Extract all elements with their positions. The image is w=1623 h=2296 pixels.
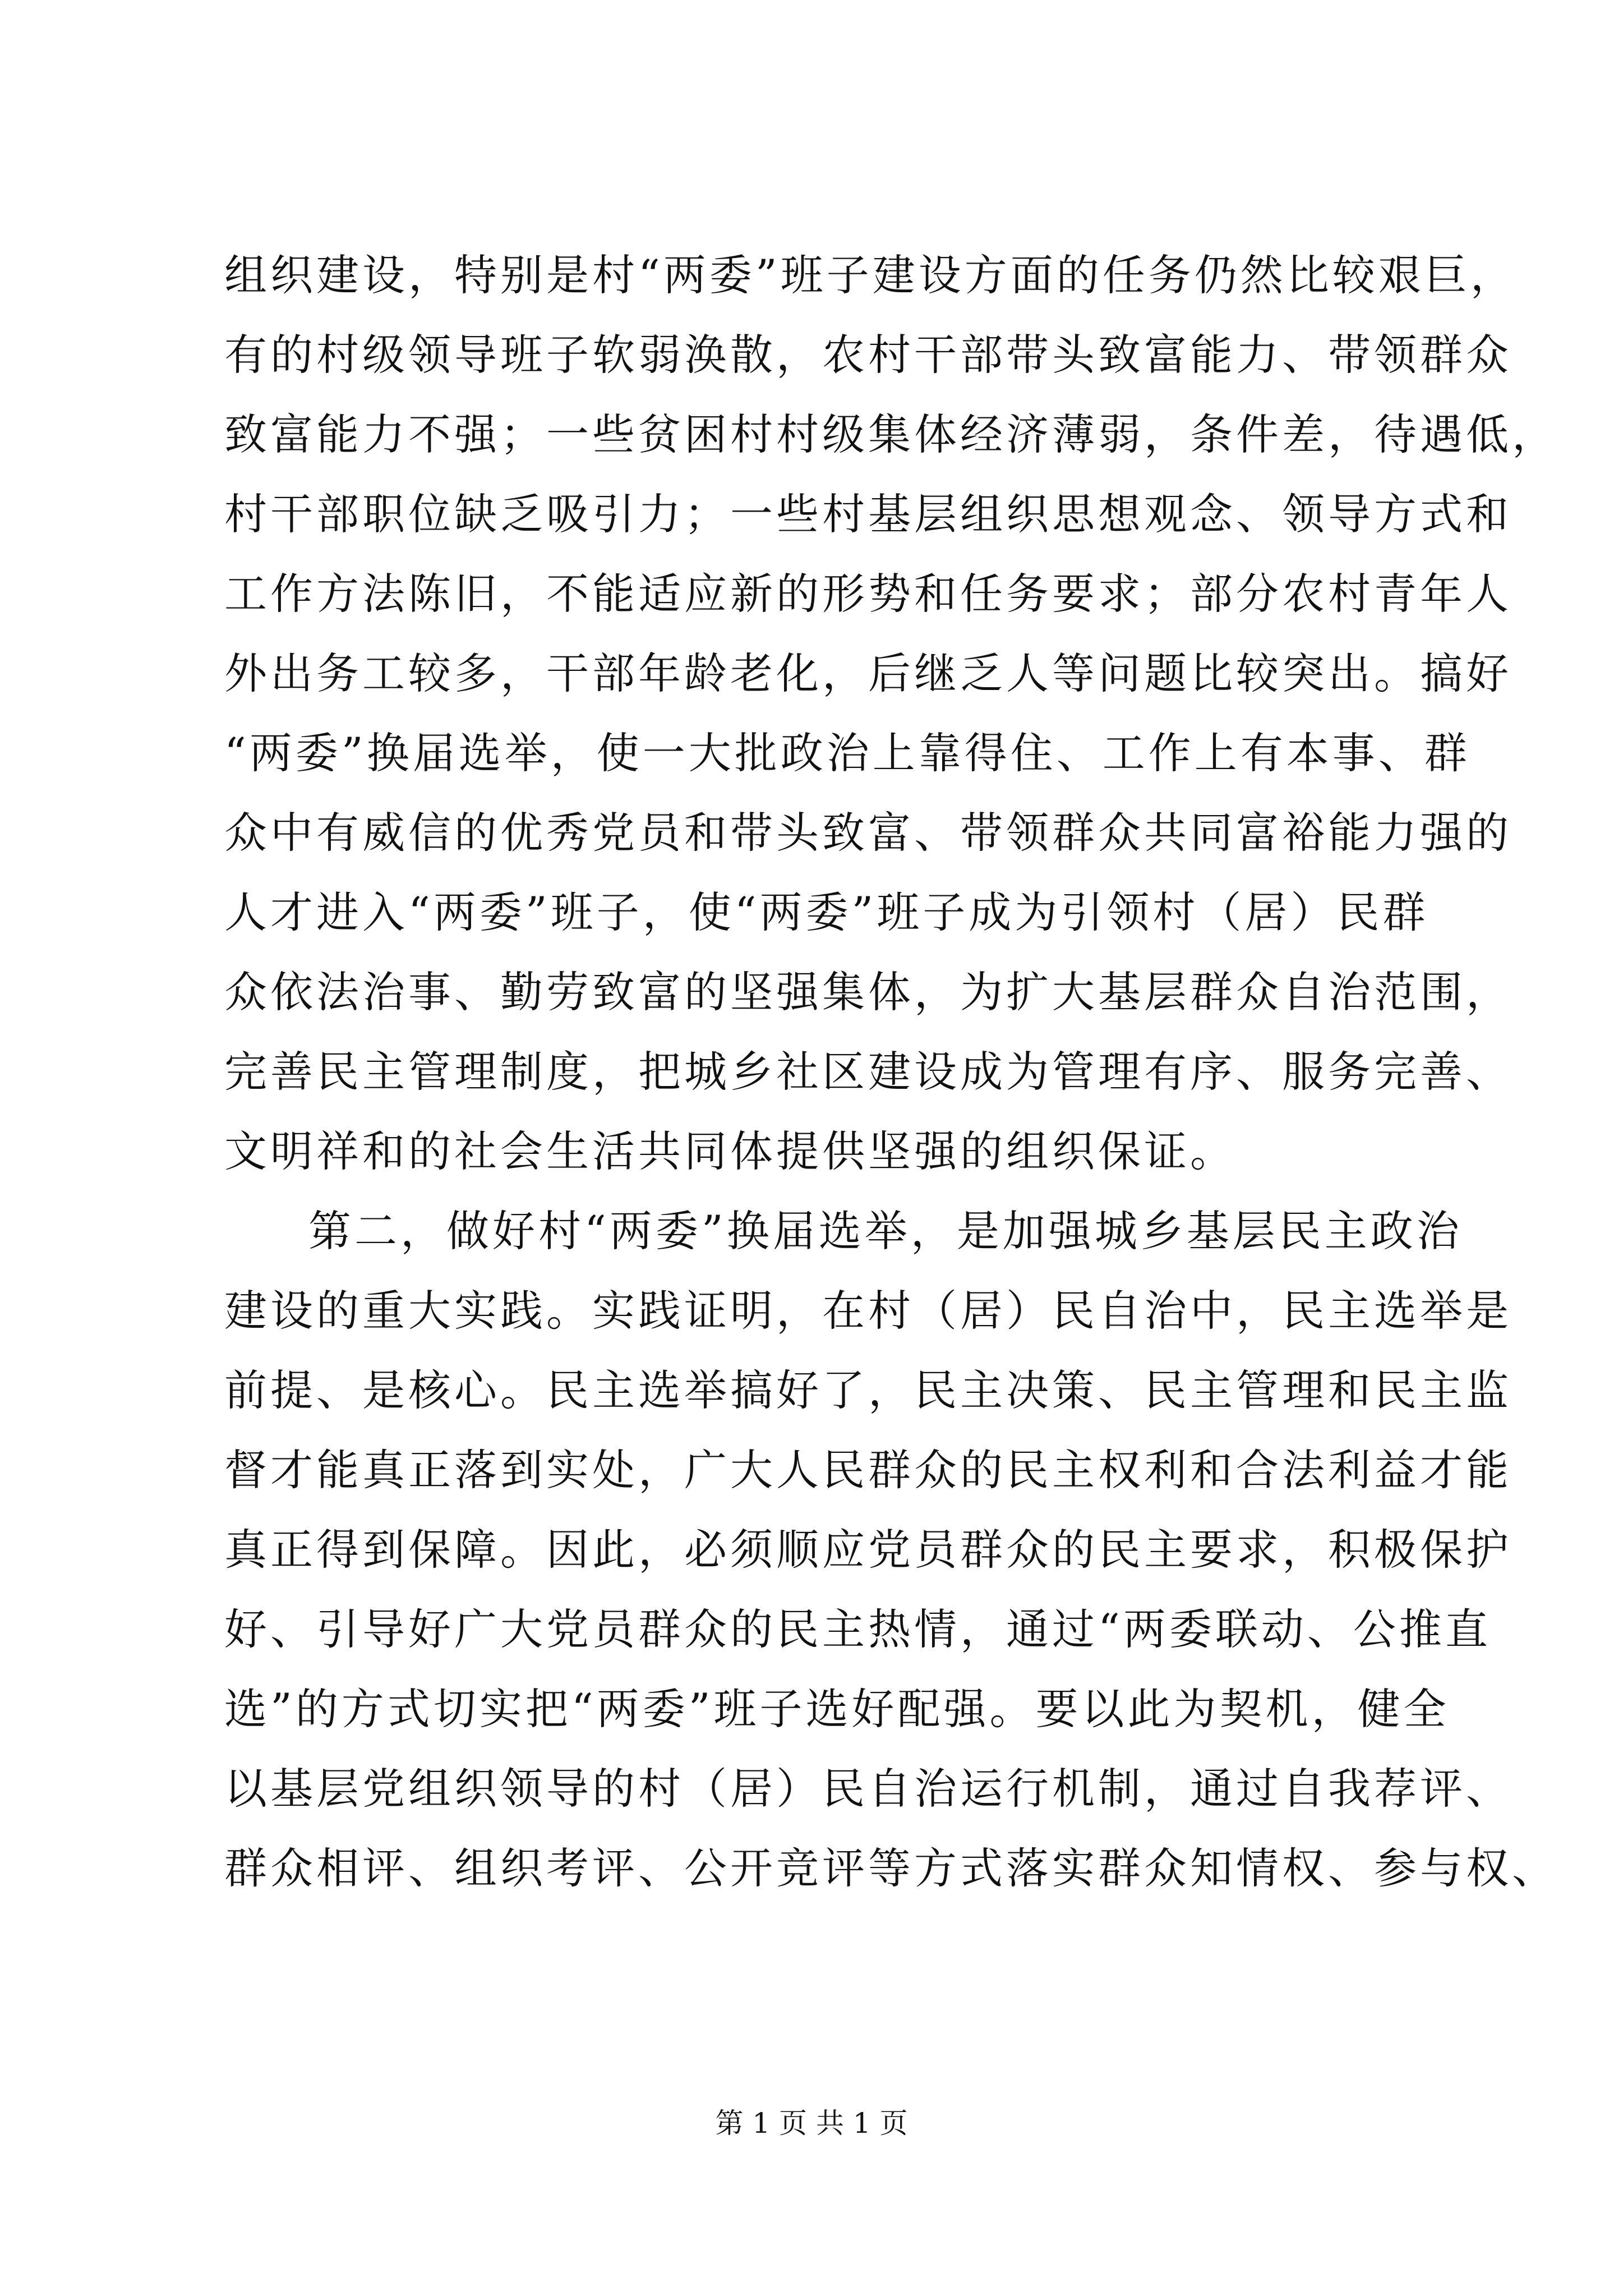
text-line: 工作方法陈旧，不能适应新的形势和任务要求；部分农村青年人 bbox=[224, 569, 1512, 619]
document-body bbox=[224, 236, 1558, 1908]
text-line: 以基层党组织领导的村（居）民自治运行机制，通过自我荐评、 bbox=[224, 1764, 1512, 1814]
text-line: 外出务工较多，干部年龄老化，后继乏人等问题比较突出。搞好 bbox=[224, 648, 1512, 698]
text-line: 建设的重大实践。实践证明，在村（居）民自治中，民主选举是 bbox=[224, 1286, 1512, 1336]
text-line: 好、引导好广大党员群众的民主热情，通过“两委联动、公推直 bbox=[224, 1604, 1491, 1654]
paragraph-1 bbox=[224, 236, 1558, 1191]
text-line: 有的村级领导班子软弱涣散，农村干部带头致富能力、带领群众 bbox=[224, 330, 1512, 380]
text-line: 众中有威信的优秀党员和带头致富、带领群众共同富裕能力强的 bbox=[224, 808, 1512, 858]
text-line: 众依法治事、勤劳致富的坚强集体，为扩大基层群众自治范围， bbox=[224, 967, 1512, 1017]
text-line: 督才能真正落到实处，广大人民群众的民主权利和合法利益才能 bbox=[224, 1445, 1512, 1495]
text-line: 致富能力不强；一些贫困村村级集体经济薄弱，条件差，待遇低， bbox=[224, 409, 1558, 459]
text-line: 人才进入“两委”班子，使“两委”班子成为引领村（居）民群 bbox=[224, 887, 1429, 937]
text-line: 真正得到保障。因此，必须顺应党员群众的民主要求，积极保护 bbox=[224, 1525, 1512, 1575]
text-line: 前提、是核心。民主选举搞好了，民主决策、民主管理和民主监 bbox=[224, 1365, 1512, 1415]
text-line: 村干部职位缺乏吸引力；一些村基层组织思想观念、领导方式和 bbox=[224, 489, 1512, 539]
page-number-footer: 第 1 页 共 1 页 bbox=[715, 2107, 908, 2139]
text-line-first: 第二，做好村“两委”换届选举，是加强城乡基层民主政治 bbox=[308, 1206, 1463, 1256]
text-line: 完善民主管理制度，把城乡社区建设成为管理有序、服务完善、 bbox=[224, 1047, 1512, 1097]
text-line: 文明祥和的社会生活共同体提供坚强的组织保证。 bbox=[224, 1126, 1236, 1176]
text-line: 选”的方式切实把“两委”班子选好配强。要以此为契机，健全 bbox=[224, 1684, 1450, 1734]
text-line: 组织建设，特别是村“两委”班子建设方面的任务仍然比较艰巨， bbox=[224, 250, 1516, 300]
paragraph-2 bbox=[224, 1191, 1558, 1908]
text-line: 群众相评、组织考评、公开竞评等方式落实群众知情权、参与权、 bbox=[224, 1843, 1558, 1893]
text-line: “两委”换届选举，使一大批政治上靠得住、工作上有本事、群 bbox=[224, 728, 1470, 778]
